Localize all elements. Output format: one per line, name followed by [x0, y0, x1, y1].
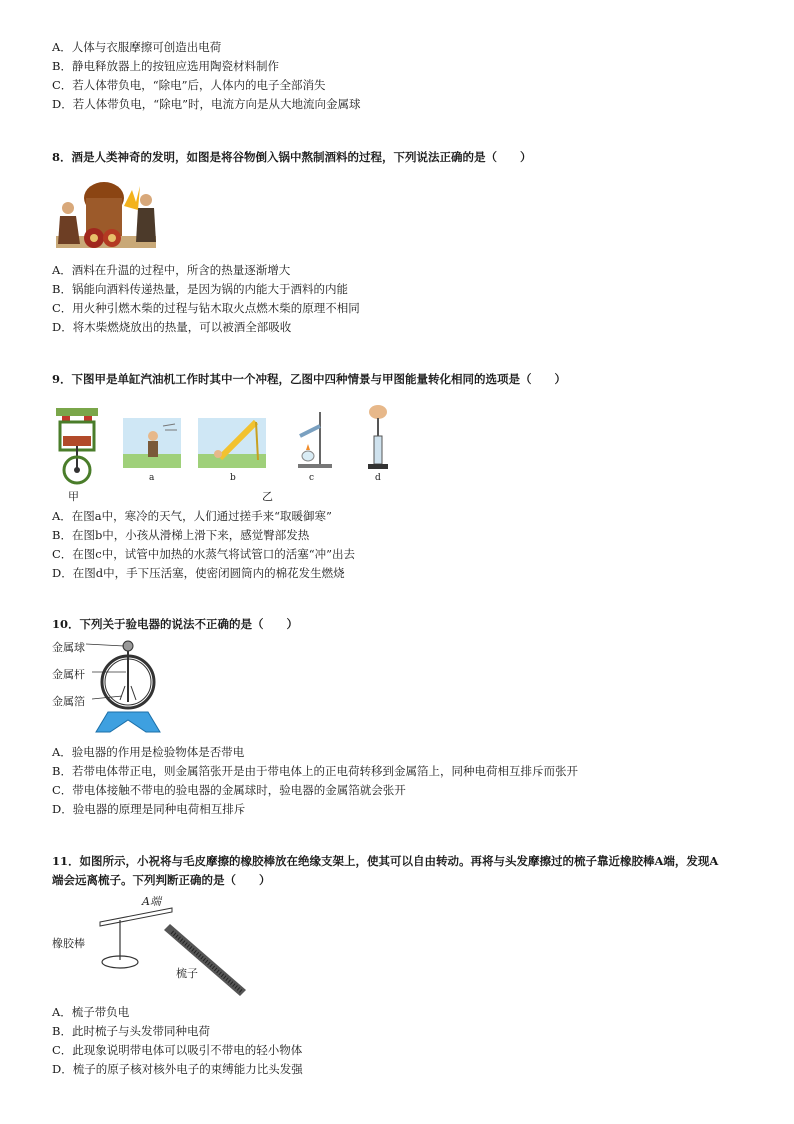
- q9-figure-a: [123, 418, 181, 468]
- q11-option-d: D．梳子的原子核对核外电子的束缚能力比头发强: [52, 1062, 303, 1076]
- q10-label-metal-rod: 金属杆: [52, 668, 85, 681]
- q11-option-b: B．此时梳子与头发带同种电荷: [52, 1024, 210, 1038]
- q8-option-a: A．酒料在升温的过程中，所含的热量逐渐增大: [52, 263, 291, 277]
- q10-label-metal-foil: 金属箔: [52, 695, 85, 708]
- q9-label-c: c: [309, 473, 315, 483]
- q10-option-b: B．若带电体带正电，则金属箔张开是由于带电体上的正电荷转移到金属箔上，同种电荷相互排斥而张开: [52, 764, 578, 778]
- q7-option-d: D．若人体带负电，“除电”时，电流方向是从大地流向金属球: [52, 97, 361, 111]
- q11-option-a: A．梳子带负电: [52, 1005, 130, 1019]
- q8-brewing-figure: [54, 176, 160, 250]
- q9-label-jia: 甲: [68, 490, 79, 503]
- q9-figure-d: [365, 404, 391, 472]
- q9-figure-b: [198, 418, 266, 468]
- q9-option-d: D．在图d中，手下压活塞，使密闭圆筒内的棉花发生燃烧: [52, 566, 345, 580]
- q11-stem-line1: 11．如图所示，小祝将与毛皮摩擦的橡胶棒放在绝缘支架上，使其可以自由转动。再将与头发摩擦过的梳子靠近橡胶棒A端，发现A: [52, 854, 719, 868]
- q8-option-b: B．锅能向酒料传递热量，是因为锅的内能大于酒料的内能: [52, 282, 348, 296]
- q11-rubber-rod-figure: [96, 898, 256, 998]
- q9-figure-c: [290, 410, 336, 472]
- q7-option-a: A．人体与衣服摩擦可创造出电荷: [52, 40, 222, 54]
- q9-option-b: B．在图b中，小孩从滑梯上滑下来，感觉臀部发热: [52, 528, 310, 542]
- q11-label-rubber-rod: 橡胶棒: [52, 937, 85, 950]
- q10-stem: 10．下列关于验电器的说法不正确的是（ ）: [52, 617, 299, 631]
- q10-option-a: A．验电器的作用是检验物体是否带电: [52, 745, 245, 759]
- q9-label-a: a: [149, 473, 155, 483]
- q8-stem: 8．酒是人类神奇的发明，如图是将谷物倒入锅中熬制酒料的过程，下列说法正确的是（ ）: [52, 150, 532, 164]
- q11-stem-line2: 端会远离梳子。下列判断正确的是（ ）: [52, 873, 271, 887]
- q10-option-d: D．验电器的原理是同种电荷相互排斥: [52, 802, 246, 816]
- q8-option-c: C．用火种引燃木柴的过程与钻木取火点燃木柴的原理不相同: [52, 301, 360, 315]
- q7-option-c: C．若人体带负电，“除电”后，人体内的电子全部消失: [52, 78, 326, 92]
- q8-option-d: D．将木柴燃烧放出的热量，可以被酒全部吸收: [52, 320, 292, 334]
- q9-engine-figure: [52, 406, 102, 488]
- q9-option-a: A．在图a中，寒冷的天气，人们通过搓手来“取暖御寒”: [52, 509, 332, 523]
- q9-label-yi: 乙: [262, 490, 273, 503]
- q10-label-metal-ball: 金属球: [52, 641, 85, 654]
- q9-label-d: d: [375, 473, 381, 483]
- q10-option-c: C．带电体接触不带电的验电器的金属球时，验电器的金属箔就会张开: [52, 783, 406, 797]
- q11-label-a-end: A端: [142, 895, 161, 908]
- q9-option-c: C．在图c中，试管中加热的水蒸气将试管口的活塞“冲”出去: [52, 547, 355, 561]
- q9-stem: 9．下图甲是单缸汽油机工作时其中一个冲程，乙图中四种情景与甲图能量转化相同的选项是（ ）: [52, 372, 566, 386]
- q9-label-b: b: [230, 473, 236, 483]
- q11-option-c: C．此现象说明带电体可以吸引不带电的轻小物体: [52, 1043, 303, 1057]
- q11-label-comb: 梳子: [176, 967, 198, 980]
- q7-option-b: B．静电释放器上的按钮应选用陶瓷材料制作: [52, 59, 279, 73]
